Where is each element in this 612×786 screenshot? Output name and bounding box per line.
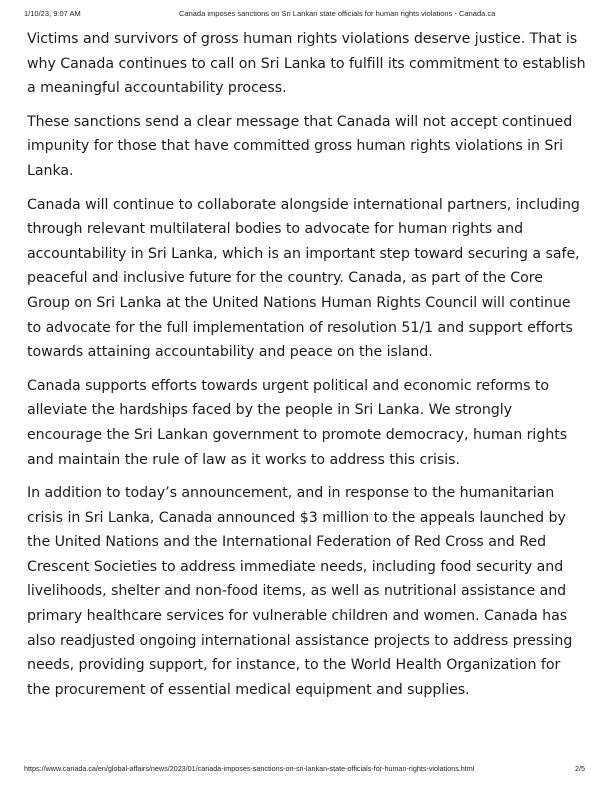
paragraph-victims-justice: Victims and survivors of gross human rights violations deserve justice. That is why Canada continues to call on Sri Lanka to fulfill its commitment to establish a meaningful accountability process. [27,31,586,97]
print-page-title: Canada imposes sanctions on Sri Lankan state officials for human rights violations - Canada.ca [179,9,496,18]
paragraph-international-collaboration: Canada will continue to collaborate alongside international partners, including through relevant multilateral bodies to advocate for human rights and accountability in Sri Lanka, which is an important step toward securing a safe, peaceful and inclusive future for the country. Canada, as part of the Core Group on Sri Lanka at the United Nations Human Rights Council will continue to advocate for the full implementation of resolution 51/1 and support efforts towards attaining accountability and peace on the island. [27,196,580,361]
paragraph-economic-reforms: Canada supports efforts towards urgent political and economic reforms to alleviate the hardships faced by the people in Sri Lanka. We strongly encourage the Sri Lankan government to promote democracy, human rights and maintain the rule of law as it works to address this crisis. [27,377,568,468]
print-url: https://www.canada.ca/en/global-affairs/news/2023/01/canada-imposes-sanctions-on-sri-lankan-state-officials-for-human-rights-violations.html [24,764,475,773]
paragraph-humanitarian-assistance: In addition to today’s announcement, and in response to the humanitarian crisis in Sri Lanka, Canada announced $3 million to the appeals launched by the United Nations and the International Federation of Red Cross and Red Crescent Societies to address immediate needs, including food security and livelihoods, shelter and non-food items, as well as nutritional assistance and primary healthcare services for vulnerable children and women. Canada has also readjusted ongoing international assistance projects to address pressing needs, providing support, for instance, to the World Health Organization for the procurement of essential medical equipment and supplies. [27,485,573,698]
print-footer [24,764,588,776]
print-datetime: 1/10/23, 9:07 AM [24,9,81,18]
paragraph-sanctions-message: These sanctions send a clear message that Canada will not accept continued impunity for those that have committed gross human rights violations in Sri Lanka. [27,113,573,179]
article-body [27,27,587,711]
print-header [24,9,588,21]
page-number: 2/5 [575,764,585,773]
